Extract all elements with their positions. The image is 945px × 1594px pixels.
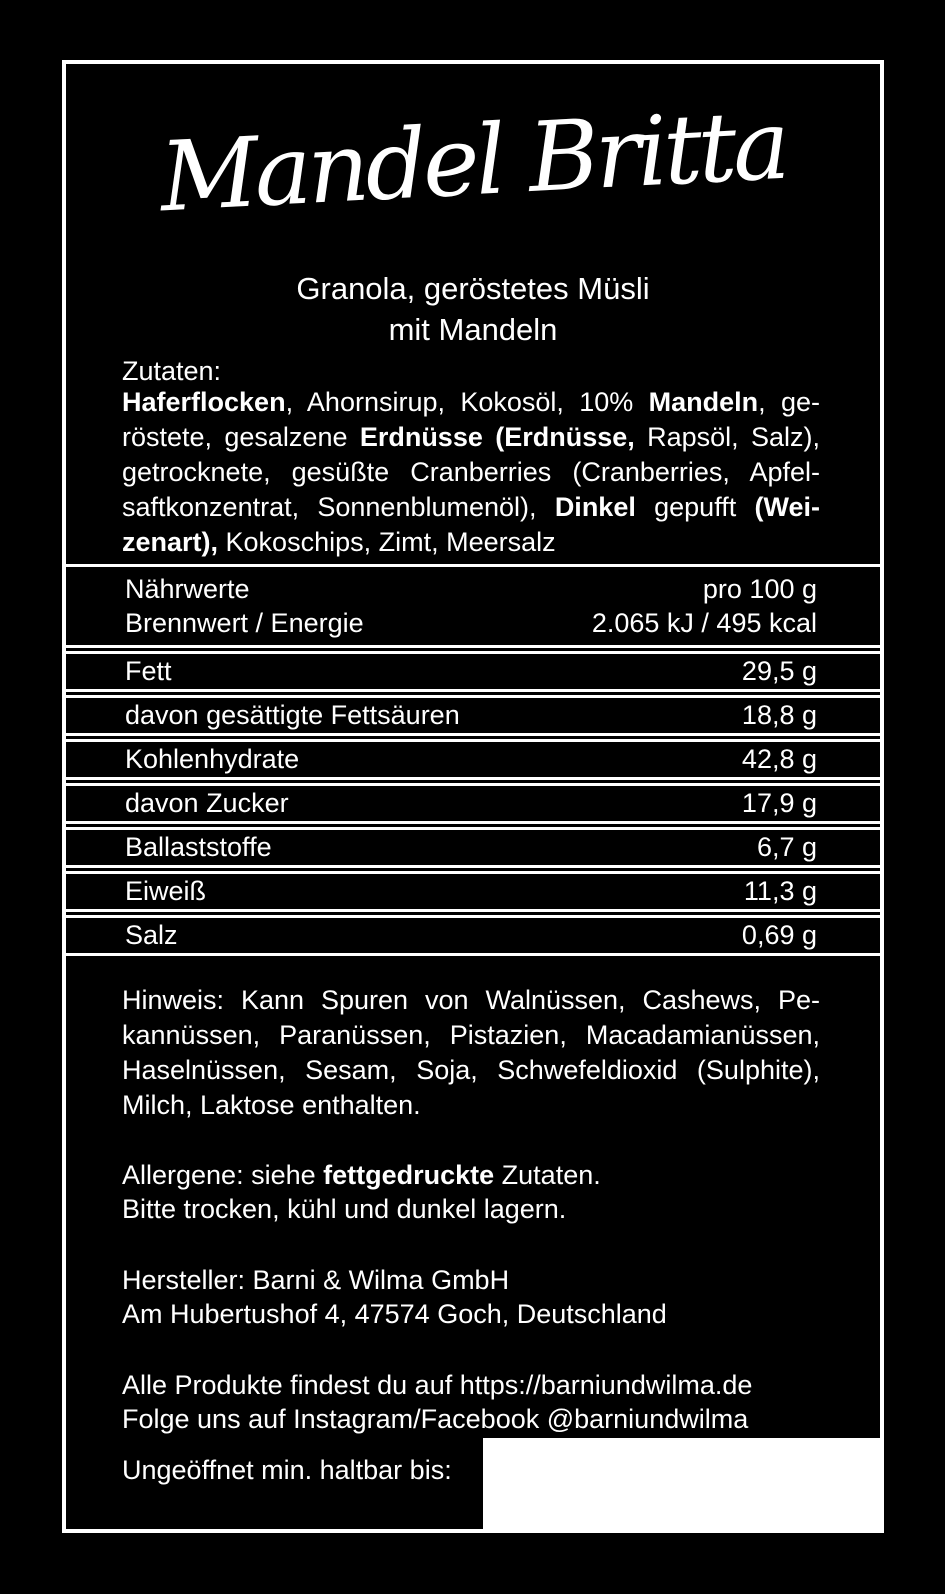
text-line — [122, 385, 820, 420]
nutrient-value: 11,3 g — [743, 876, 817, 906]
manufacturer-address: Am Hubertushof 4, 47574 Goch, Deutschland — [122, 1299, 667, 1329]
nutrient-label: Salz — [125, 920, 178, 950]
nutrient-label: Fett — [125, 656, 172, 686]
ingredients-text — [122, 385, 820, 560]
manufacturer-line: Hersteller: Barni & Wilma GmbH — [122, 1265, 510, 1295]
allergen-trace-notice — [122, 983, 820, 1123]
nutrition-rows — [62, 651, 884, 956]
nutrition-row — [62, 695, 884, 736]
text-segment: saftkonzentrat, Sonnenblumenöl), — [122, 492, 555, 522]
product-subtitle — [66, 268, 880, 350]
nutrient-value: 18,8 g — [741, 700, 817, 730]
bold-text-segment: Haferflocken — [122, 387, 286, 417]
nutrition-header-label: Nährwerte — [125, 574, 250, 604]
energy-line — [125, 606, 817, 640]
manufacturer-section — [122, 1263, 820, 1331]
text-line: Haselnüssen, Sesam, Soja, Schwefeldioxid (Sulphite), — [122, 1055, 820, 1085]
nutrient-value: 17,9 g — [741, 788, 817, 818]
web-section — [122, 1368, 820, 1436]
bold-text-segment: Dinkel — [554, 492, 636, 522]
nutrition-table — [62, 564, 884, 959]
nutrition-row — [62, 651, 884, 692]
nutrient-value: 6,7 g — [756, 832, 817, 862]
nutrient-value: 29,5 g — [741, 656, 817, 686]
nutrition-row — [62, 871, 884, 912]
text-line — [122, 490, 820, 525]
text-line: Hinweis: Kann Spuren von Walnüssen, Cashews, Pe- — [122, 985, 820, 1015]
nutrient-label: Kohlenhydrate — [125, 744, 300, 774]
nutrition-row — [62, 827, 884, 868]
storage-line: Bitte trocken, kühl und dunkel lagern. — [122, 1194, 567, 1224]
bold-text-segment: Mandeln — [648, 387, 759, 417]
nutrient-value: 0,69 g — [741, 920, 817, 950]
best-before-date-box — [483, 1438, 884, 1533]
text-line: kannüssen, Paranüssen, Pistazien, Macadamianüssen, — [122, 1020, 820, 1050]
allergens-line — [122, 1158, 820, 1192]
website-line: Alle Produkte findest du auf https://barniundwilma.de — [122, 1370, 753, 1400]
allergens-section — [122, 1158, 820, 1226]
nutrition-header-line — [125, 572, 817, 606]
text-line — [122, 455, 820, 490]
text-segment: Kokoschips, Zimt, Meersalz — [218, 527, 556, 557]
nutrient-label: Ballaststoffe — [125, 832, 272, 862]
text-segment: Allergene: siehe — [122, 1160, 324, 1190]
text-segment — [483, 422, 495, 452]
bold-text-segment: (Wei- — [754, 492, 820, 522]
text-line — [122, 525, 820, 560]
text-segment: Rapsöl, Salz), — [634, 422, 820, 452]
nutrition-header-row — [62, 564, 884, 648]
text-line: Milch, Laktose enthalten. — [122, 1090, 421, 1120]
text-segment: getrocknete, gesüßte Cranberries (Cranberries, Apfel- — [122, 457, 820, 487]
nutrition-header-unit: pro 100 g — [702, 574, 817, 604]
subtitle-line-2: mit Mandeln — [388, 312, 558, 347]
text-segment: Zutaten. — [494, 1160, 601, 1190]
nutrition-row — [62, 915, 884, 956]
social-line: Folge uns auf Instagram/Facebook @barniundwilma — [122, 1404, 749, 1434]
bold-text-segment: zenart), — [122, 527, 219, 557]
bold-text-segment: (Erdnüsse, — [495, 422, 635, 452]
nutrient-label: Eiweiß — [125, 876, 207, 906]
nutrient-label: davon gesättigte Fettsäuren — [125, 700, 460, 730]
text-segment: gepufft — [635, 492, 755, 522]
subtitle-line-1: Granola, geröstetes Müsli — [296, 271, 650, 306]
text-segment: , ge- — [758, 387, 821, 417]
bold-text-segment: fettgedruckte — [323, 1160, 495, 1190]
nutrient-value: 42,8 g — [741, 744, 817, 774]
text-segment: , Ahornsirup, Kokosöl, 10% — [285, 387, 649, 417]
nutrition-row — [62, 739, 884, 780]
product-title: Mandel Britta — [157, 88, 789, 234]
nutrition-row — [62, 783, 884, 824]
text-line — [122, 420, 820, 455]
energy-value: 2.065 kJ / 495 kcal — [591, 608, 817, 638]
energy-label: Brennwert / Energie — [125, 608, 364, 638]
bold-text-segment: Erdnüsse — [359, 422, 483, 452]
label-frame — [62, 60, 884, 1533]
best-before-label: Ungeöffnet min. haltbar bis: — [122, 1455, 452, 1485]
nutrient-label: davon Zucker — [125, 788, 289, 818]
ingredients-heading: Zutaten: — [122, 356, 222, 386]
text-segment: röstete, gesalzene — [122, 422, 360, 452]
